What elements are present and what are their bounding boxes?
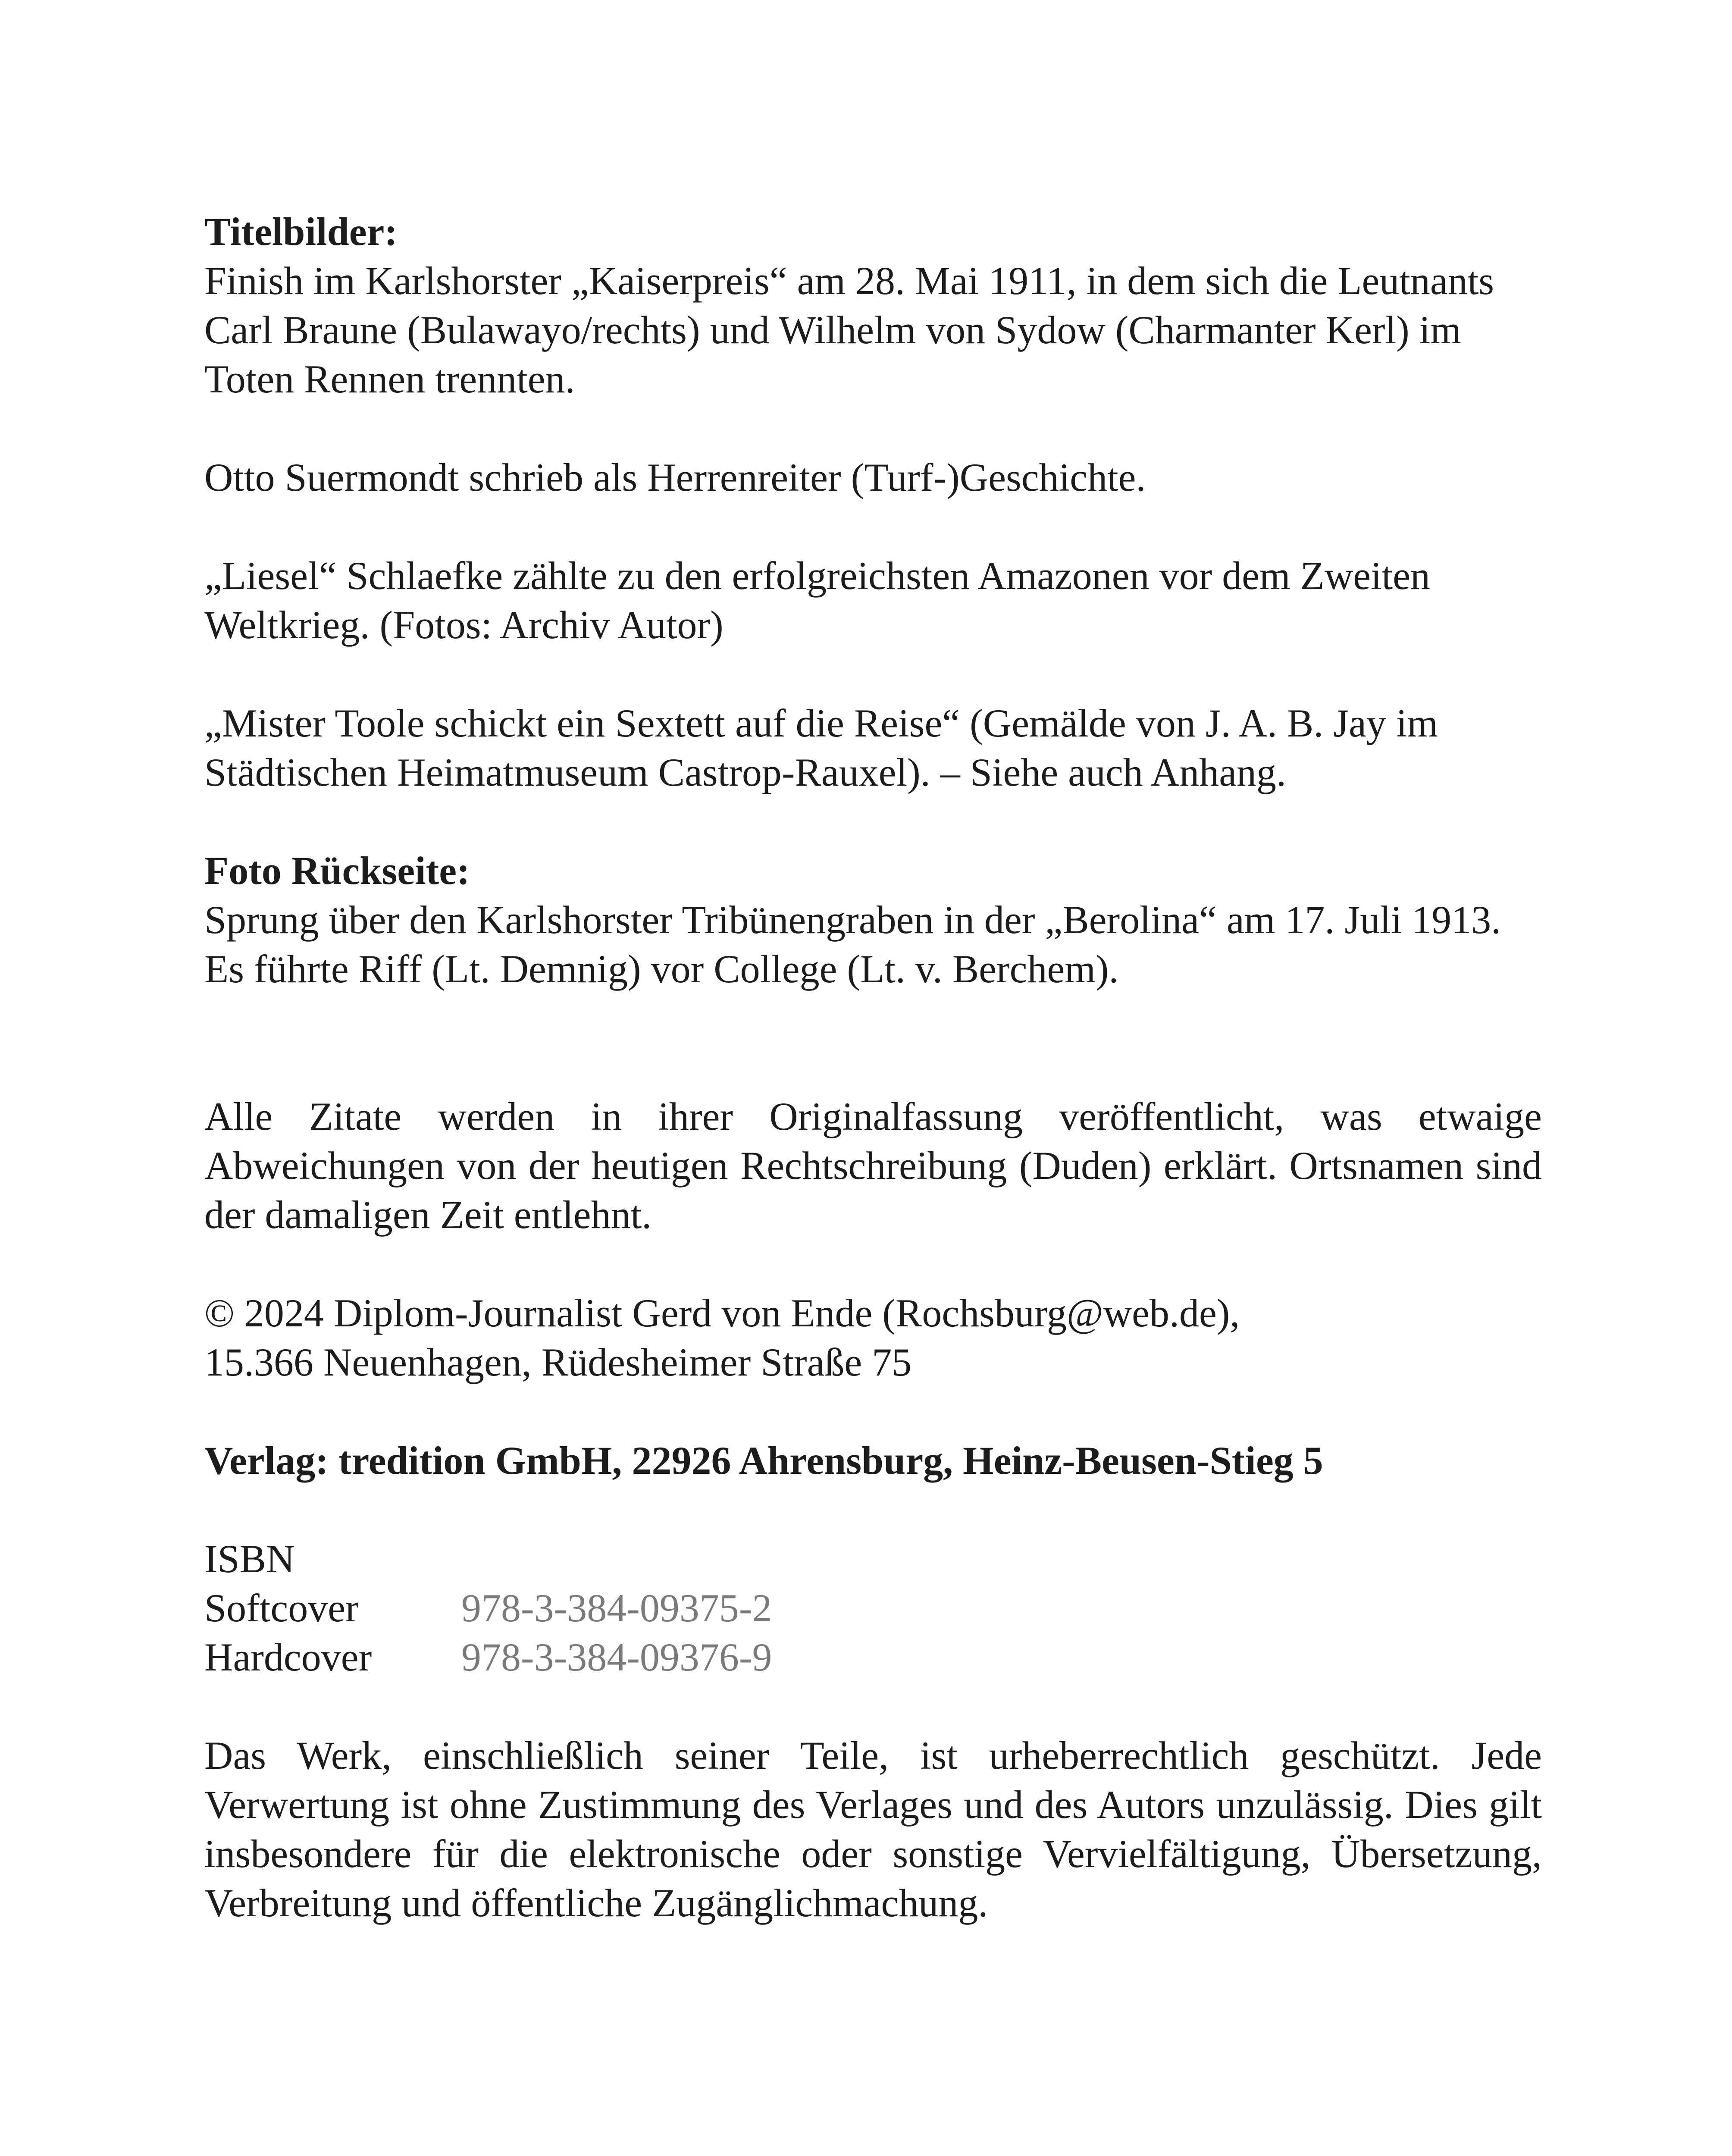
isbn-softcover-row [204, 1583, 1542, 1633]
copyright-line: © 2024 Diplom-Journalist Gerd von Ende (Rochsburg@web.de), [204, 1291, 1240, 1335]
isbn-hardcover-row [204, 1633, 1542, 1682]
softcover-isbn: 978-3-384-09375-2 [461, 1586, 772, 1630]
imprint-page [204, 207, 1542, 1927]
copyright-block [204, 1288, 1542, 1387]
title-image-caption-4: „Mister Toole schickt ein Sextett auf die Reise“ (Gemälde von J. A. B. Jay im Städtischen Heimatmuseum Castrop-Rauxel). – Siehe auch Anhang. [204, 701, 1438, 794]
isbn-label: ISBN [204, 1537, 295, 1581]
isbn-block [204, 1534, 1542, 1682]
back-photo-caption: Sprung über den Karlshorster Tribünengraben in der „Berolina“ am 17. Juli 1913. Es führte Riff (Lt. Demnig) vor College (Lt. v. Berchem). [204, 898, 1501, 991]
rights-notice: Das Werk, einschließlich seiner Teile, ist urheberrechtlich geschützt. Jede Verwertung ist ohne Zustimmung des Verlages und des Autors unzulässig. Dies gilt insbesondere für die elektronische oder sonstige Vervielfältigung, Übersetzung, Verbreitung und öffentliche Zugänglichmachung. [204, 1733, 1542, 1925]
back-photo-heading: Foto Rückseite: [204, 849, 470, 893]
title-image-caption-1: Finish im Karlshorster „Kaiserpreis“ am 28. Mai 1911, in dem sich die Leutnants Carl Braune (Bulawayo/rechts) und Wilhelm von Sydow (Charmanter Kerl) im Toten Rennen trennten. [204, 259, 1494, 401]
publisher-line: Verlag: tredition GmbH, 22926 Ahrensburg, Heinz-Beusen-Stieg 5 [204, 1438, 1323, 1482]
title-image-caption-2: Otto Suermondt schrieb als Herrenreiter (Turf-)Geschichte. [204, 455, 1146, 499]
hardcover-isbn: 978-3-384-09376-9 [461, 1635, 772, 1679]
quotes-note: Alle Zitate werden in ihrer Originalfassung veröffentlicht, was etwaige Abweichungen von der heutigen Rechtschreibung (Duden) erklärt. Ortsnamen sind der damaligen Zeit entlehnt. [204, 1094, 1542, 1237]
hardcover-label: Hardcover [204, 1635, 372, 1679]
title-images-heading: Titelbilder: [204, 210, 398, 254]
address-line: 15.366 Neuenhagen, Rüdesheimer Straße 75 [204, 1340, 912, 1384]
softcover-label: Softcover [204, 1586, 359, 1630]
title-image-caption-3: „Liesel“ Schlaefke zählte zu den erfolgreichsten Amazonen vor dem Zweiten Weltkrieg. (Fotos: Archiv Autor) [204, 554, 1431, 647]
